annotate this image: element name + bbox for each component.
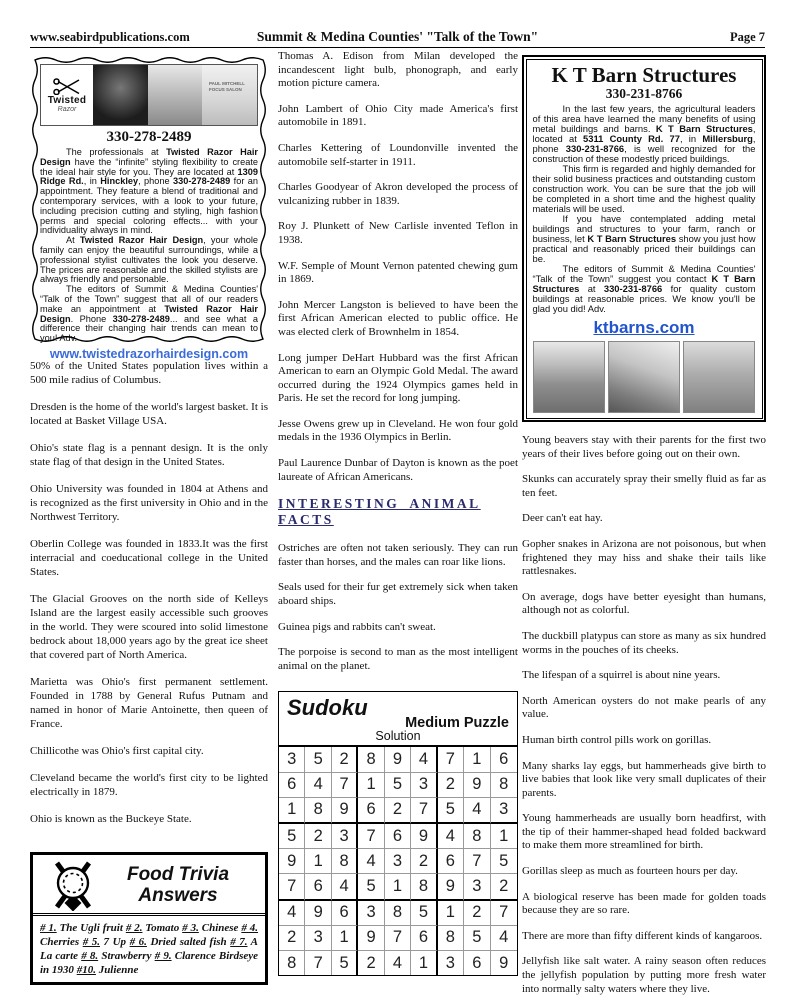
sudoku-solution-label: Solution: [375, 729, 421, 744]
fact-paragraph: The porpoise is second to man as the most intelligent animal on the planet.: [278, 646, 518, 672]
sudoku-cell: 8: [385, 901, 411, 926]
sudoku-cell: 4: [464, 798, 490, 824]
sudoku-cell: 2: [491, 874, 517, 900]
right-facts-list: [522, 434, 766, 996]
sudoku-cell: 5: [491, 849, 517, 874]
food-trivia-title-line: Food Trivia: [126, 864, 230, 885]
text-segment: 1309 Ridge Rd.: [40, 166, 258, 187]
text-segment: The professionals at: [66, 147, 167, 157]
barn-photo: [533, 341, 605, 413]
sudoku-cell: 9: [499, 953, 509, 972]
scissors-icon: [52, 77, 82, 95]
sudoku-cell: 6: [411, 926, 437, 951]
badge-line: FOCUS SALON: [209, 86, 242, 92]
sudoku-cell: 9: [305, 901, 331, 926]
fact-paragraph: Ohio University was founded in 1804 at Athens and is recognized as the first university in Ohio and in the Northwest Territory.: [30, 483, 268, 523]
text-segment: Strawberry: [98, 950, 155, 962]
text-segment: 330-231-8766: [603, 282, 663, 294]
sudoku-cell: 5: [358, 874, 384, 900]
fact-paragraph: 50% of the United States population lives within a 500 mile radius of Columbus.: [30, 360, 268, 386]
fact-paragraph: Cleveland became the world's first city to be lighted electrically in 1879.: [30, 772, 268, 798]
sudoku-cell: 9: [279, 849, 305, 874]
food-trivia-answers: [33, 916, 265, 982]
text-segment: , located at: [532, 122, 756, 144]
text-segment: # 2.: [125, 922, 143, 934]
sudoku-cell: 3: [411, 773, 437, 798]
text-segment: K T Barn Structures: [587, 232, 677, 244]
fact-paragraph: On average, dogs have better eyesight than humans, although not as colorful.: [522, 590, 766, 617]
text-segment: Hinckley: [100, 176, 139, 187]
text-segment: 330-231-8766: [565, 142, 625, 154]
animal-facts-heading: INTERESTING ANIMAL FACTS: [278, 496, 481, 528]
text-segment: show you just how practical and reasonably priced their buildings can be.: [532, 232, 756, 264]
fact-paragraph: John Mercer Langston is believed to have been the first African American elected to public office. He was elected clerk of Brownhelm in 1854.: [278, 298, 518, 338]
text-segment: K T Barn Structures: [655, 122, 753, 134]
sudoku-cell: 1: [385, 874, 411, 900]
sudoku-cell: 4: [305, 773, 331, 798]
fact-paragraph: Guinea pigs and rabbits can't sweat.: [278, 620, 436, 633]
text-segment: Julienne: [95, 964, 139, 976]
salon-brand-name: Twisted: [47, 95, 87, 106]
text-segment: at: [579, 282, 604, 294]
sudoku-grid: [279, 745, 517, 975]
food-trivia-title-line: Answers: [138, 885, 218, 906]
text-segment: 7 Up: [100, 936, 130, 948]
fact-paragraph: Human birth control pills work on gorillas.: [522, 733, 712, 746]
ad-paragraph: [533, 164, 756, 214]
fact-paragraph: Skunks can accurately spray their smelly fluid as far as ten feet.: [522, 473, 766, 499]
sudoku-cell: 4: [279, 901, 305, 926]
barn-ad-website-link[interactable]: ktbarns.com: [593, 317, 695, 337]
sudoku-cell: 1: [411, 951, 437, 975]
text-segment: , in: [83, 176, 101, 187]
sudoku-difficulty: Medium Puzzle: [405, 715, 509, 732]
ad-paragraph: [533, 264, 756, 314]
left-column: [30, 55, 268, 985]
text-segment: Twisted Razor Hair Design: [40, 147, 258, 167]
page-header: [30, 30, 765, 45]
left-facts-list: [30, 359, 268, 826]
sudoku-cell: 9: [464, 773, 490, 798]
sudoku-cell: 2: [385, 798, 411, 824]
text-segment: Cherries: [40, 936, 83, 948]
sudoku-cell: 3: [385, 849, 411, 874]
sudoku-cell: 7: [438, 747, 464, 772]
text-segment: , phone: [138, 176, 174, 187]
sudoku-cell: 7: [385, 926, 411, 951]
text-segment: Chinese: [198, 922, 242, 934]
fact-paragraph: The Glacial Grooves on the north side of Kelleys Island are the largest easily accessible such grooves in the world. They were scoured into solid limestone bedrock about 18,000 years ago by the great ice sheet that covered part of North America.: [30, 593, 268, 661]
text-segment: Tomato: [142, 922, 183, 934]
hair-ad-website-link[interactable]: www.twistedrazorhairdesign.com: [49, 346, 249, 361]
sudoku-cell: 3: [491, 798, 517, 824]
dining-plate-icon: [47, 859, 99, 911]
text-segment: # 6.: [129, 936, 147, 948]
sudoku-cell: 5: [385, 773, 411, 798]
text-segment: In the last few years, the agricultural leaders of this area have learned the many benefits of using metal buildings and barns.: [532, 102, 756, 134]
text-segment: ... and see what a difference their changing hair trends can mean to you! Adv.: [40, 313, 259, 344]
barn-photos: [533, 341, 756, 413]
sudoku-cell: 1: [438, 901, 464, 926]
sudoku-cell: 5: [305, 747, 331, 772]
text-segment: # 4.: [241, 922, 259, 934]
text-segment: The editors of Summit & Medina Counties' “Talk of the Town” suggest you contact: [532, 262, 756, 284]
text-segment: # 9.: [154, 950, 172, 962]
fact-paragraph: Roy J. Plunkett of New Carlisle invented Teflon in 1938.: [278, 220, 518, 246]
fact-paragraph: Thomas A. Edison from Milan developed the incandescent light bulb, phonograph, and early motion picture camera.: [278, 50, 518, 90]
text-segment: . Phone: [70, 313, 113, 324]
text-segment: The Ugli fruit: [56, 922, 126, 934]
fact-paragraph: Charles Goodyear of Akron developed the process of vulcanizing rubber in 1839.: [278, 181, 518, 207]
text-segment: # 7.: [230, 936, 248, 948]
sudoku-cell: 4: [411, 747, 437, 772]
sudoku-cell: 9: [385, 747, 411, 772]
text-segment: , your whole family can enjoy the beautiful surroundings, while a professional stylist cultivates the look you deserve. The prices are reasonable and the skilled stylists are always friendly and personable.: [40, 235, 258, 285]
barn-photo: [608, 341, 680, 413]
sudoku-cell: 1: [332, 926, 358, 951]
text-segment: If you have contemplated adding metal buildings and structures to your farm, ranch or business, let: [532, 212, 756, 244]
fact-paragraph: Dresden is the home of the world's largest basket. It is located at Basket Village USA.: [30, 401, 268, 427]
sudoku-cell: 6: [279, 773, 305, 798]
sudoku-cell: 7: [491, 901, 517, 926]
fact-paragraph: The duckbill platypus can store as many as six hundred worms in the pouches of its cheeks.: [522, 629, 766, 656]
publisher-url: www.seabirdpublications.com: [30, 30, 190, 44]
text-segment: Dried salted fish: [146, 936, 231, 948]
sudoku-cell: 8: [305, 798, 331, 824]
salon-brand-subname: Razor: [57, 106, 77, 113]
fact-paragraph: There are more than fifty different kinds of kangaroos.: [522, 929, 763, 942]
text-segment: # 1.: [40, 922, 57, 934]
text-segment: 5311 County Rd. 77: [583, 132, 680, 144]
fact-paragraph: Chillicothe was Ohio's first capital city.: [30, 745, 204, 757]
fact-paragraph: Many sharks lay eggs, but hammerheads give birth to live babies that look like very small duplicates of their parents.: [522, 759, 766, 799]
header-rule: [30, 47, 765, 48]
text-segment: Clarence Birdseye in 1930: [40, 950, 258, 976]
sudoku-cell: 5: [279, 824, 305, 849]
barn-ad-phone: 330-231-8766: [605, 85, 683, 101]
sudoku-cell: 1: [491, 824, 517, 849]
hair-model-photo: [93, 65, 148, 125]
sudoku-cell: 9: [438, 874, 464, 900]
text-segment: , is well recognized for the construction of these modestly priced buildings.: [532, 142, 756, 164]
barn-ad-title: K T Barn Structures: [551, 62, 737, 87]
text-segment: # 3.: [182, 922, 199, 934]
sudoku-cell: 3: [305, 926, 331, 951]
barn-ad-inner: [526, 59, 763, 419]
text-segment: , phone: [532, 132, 756, 154]
sudoku-cell: 7: [305, 951, 331, 975]
sudoku-cell: 3: [279, 747, 305, 772]
sudoku-cell: 6: [464, 951, 490, 975]
sudoku-cell: 2: [279, 926, 305, 951]
text-segment: 330-278-2489: [112, 313, 170, 324]
sudoku-cell: 6: [491, 747, 517, 772]
sudoku-cell: 6: [438, 849, 464, 874]
middle-column: [278, 50, 518, 976]
hair-model-photo: [148, 65, 203, 125]
sudoku-cell: 8: [279, 951, 305, 975]
sudoku-cell: 3: [332, 824, 358, 849]
text-segment: This firm is regarded and highly demanded for their solid business practices and outstanding custom construction work. You can be sure that the job will be completed in a short time and the highest quality materials will be used.: [532, 162, 756, 214]
text-segment: Millersburg: [702, 132, 753, 144]
text-segment: At: [66, 235, 80, 246]
sudoku-cell: 2: [332, 747, 358, 772]
sudoku-cell: 1: [305, 849, 331, 874]
sudoku-cell: 6: [358, 798, 384, 824]
text-segment: A La carte: [40, 936, 259, 962]
text-segment: #10.: [76, 964, 96, 976]
fact-paragraph: North American oysters do not make pearls of any value.: [522, 694, 766, 721]
sudoku-cell: 5: [464, 926, 490, 951]
animal-facts-list: [278, 542, 518, 673]
sudoku-title: Sudoku: [287, 695, 368, 721]
sudoku-cell: 3: [464, 874, 490, 900]
fact-paragraph: Charles Kettering of Loundonville invented the automobile self-starter in 1911.: [278, 141, 518, 168]
sudoku-cell: 7: [358, 824, 384, 849]
hair-salon-ad: [30, 55, 268, 361]
fact-paragraph: Ohio is known as the Buckeye State.: [30, 813, 192, 825]
sudoku-cell: 2: [411, 849, 437, 874]
sudoku-cell: 6: [305, 874, 331, 900]
sudoku-cell: 8: [438, 926, 464, 951]
fact-paragraph: Jesse Owens grew up in Cleveland. He won four gold medals in the 1936 Olympics in Berlin.: [278, 417, 518, 444]
sudoku-cell: 8: [464, 824, 490, 849]
fact-paragraph: Deer can't eat hay.: [522, 512, 603, 525]
fact-paragraph: Seals used for their fur get extremely sick when taken aboard ships.: [278, 581, 518, 608]
fact-paragraph: Young hammerheads are usually born headfirst, with the tip of their hammer-shaped head folded backward to make them more streamlined for birth.: [522, 812, 766, 852]
fact-paragraph: W.F. Semple of Mount Vernon patented chewing gum in 1869.: [278, 259, 518, 286]
text-segment: for quality custom buildings at reasonable prices. We know you'll be glad you did! Adv.: [532, 282, 756, 314]
sudoku-cell: 2: [438, 773, 464, 798]
sudoku-cell: 2: [464, 901, 490, 926]
sudoku-cell: 7: [464, 849, 490, 874]
badge-line: PAUL MITCHELL: [209, 81, 245, 86]
sudoku-cell: 4: [491, 926, 517, 951]
sudoku-cell: 7: [411, 798, 437, 824]
text-segment: # 8.: [81, 950, 99, 962]
sudoku-cell: 8: [411, 874, 437, 900]
sudoku-cell: 4: [438, 824, 464, 849]
sudoku-cell: 3: [438, 951, 464, 975]
sudoku-cell: 9: [358, 926, 384, 951]
sudoku-cell: 6: [385, 824, 411, 849]
fact-paragraph: Paul Laurence Dunbar of Dayton is known as the poet laureate of African Americans.: [278, 457, 518, 483]
fact-paragraph: Long jumper DeHart Hubbard was the first African American to earn an Olympic Gold Medal. The award occurred during the 1924 Olympics games held in Paris. He set the record for long jumping.: [278, 351, 518, 405]
fact-paragraph: Ohio's state flag is a pennant design. It is the only state flag of that design in the United States.: [30, 442, 268, 468]
paul-mitchell-badge: [209, 81, 255, 92]
sudoku-cell: 7: [279, 874, 305, 900]
sudoku-cell: 8: [491, 773, 517, 798]
salon-logo: [41, 65, 93, 125]
barn-ad: [522, 55, 766, 422]
sudoku-cell: 2: [358, 951, 384, 975]
text-segment: The editors of Summit & Medina Counties' “Talk of the Town” suggest that all of our readers make an appointment at: [40, 284, 258, 314]
sudoku-cell: 4: [358, 849, 384, 874]
fact-paragraph: Oberlin College was founded in 1833.It was the first interracial and coeducational college in the United States.: [30, 538, 268, 578]
middle-facts-list: [278, 50, 518, 484]
text-segment: , in: [679, 132, 703, 144]
fact-paragraph: Young beavers stay with their parents for the first two years of their lives before going out on their own.: [522, 434, 766, 460]
text-segment: K T Barn Structures: [532, 272, 756, 294]
sudoku-header: [279, 692, 517, 745]
hair-ad-banner: [40, 64, 258, 126]
fact-paragraph: A biological reserve has been made for golden toads because they are so rare.: [522, 890, 766, 917]
text-segment: Twisted Razor Hair Design: [79, 235, 204, 246]
sudoku-cell: 5: [438, 798, 464, 824]
fact-paragraph: Jellyfish like salt water. A rainy season often reduces the jellyfish population by putting more fresh water into normally salty waters where they live.: [522, 955, 766, 995]
barn-ad-body: [533, 104, 756, 314]
food-trivia-header: [33, 855, 265, 916]
sudoku-cell: 4: [332, 874, 358, 900]
fact-paragraph: The lifespan of a squirrel is about nine years.: [522, 669, 721, 682]
barn-photo: [683, 341, 755, 413]
sudoku-cell: 1: [464, 747, 490, 772]
sudoku-cell: 4: [385, 951, 411, 975]
page-title: Summit & Medina Counties' "Talk of the Town": [256, 29, 539, 44]
text-segment: for an appointment. They feature a blend of traditional and contemporary services, with a look to your future, including precision cutting and styling, high fashion perms and special coloring effects... with your individuality always in mind.: [40, 176, 259, 236]
hair-model-photo: [202, 65, 257, 125]
sudoku-cell: 5: [332, 951, 358, 975]
sudoku-cell: 7: [332, 773, 358, 798]
sudoku-cell: 9: [332, 798, 358, 824]
ad-paragraph: [533, 214, 756, 264]
fact-paragraph: Gorillas sleep as much as fourteen hours per day.: [522, 865, 738, 878]
hair-ad-phone: 330-278-2489: [106, 129, 192, 145]
fact-paragraph: John Lambert of Ohio City made America's first automobile in 1891.: [278, 102, 518, 129]
sudoku-cell: 8: [332, 849, 358, 874]
text-segment: have the “infinite” styling flexibility to create the ideal hair style for you. They are located at: [40, 156, 258, 177]
text-segment: # 5.: [82, 936, 100, 948]
text-segment: 330-278-2489: [173, 176, 231, 187]
food-trivia-answers-box: [30, 852, 268, 985]
page-number: Page 7: [729, 30, 765, 44]
sudoku-cell: 6: [332, 901, 358, 926]
sudoku-cell: 3: [358, 901, 384, 926]
food-trivia-title: [99, 864, 257, 906]
sudoku-cell: 2: [305, 824, 331, 849]
sudoku-cell: 1: [279, 798, 305, 824]
sudoku-cell: 5: [411, 901, 437, 926]
sudoku-cell: 1: [358, 773, 384, 798]
right-column: [522, 55, 766, 1008]
sudoku-cell: 9: [411, 824, 437, 849]
sudoku-box: [278, 691, 518, 976]
sudoku-cell: 8: [358, 747, 384, 772]
fact-paragraph: Ostriches are often not taken seriously. They can run faster than horses, and the males can roar like lions.: [278, 542, 518, 568]
fact-paragraph: Gopher snakes in Arizona are not poisonous, but when frightened they may hiss and shake their tails like rattlesnakes.: [522, 537, 766, 578]
text-segment: Twisted Razor Hair Design: [40, 303, 258, 324]
fact-paragraph: Marietta was Ohio's first permanent settlement. Founded in 1788 by General Rufus Putnam and named in honor of Marie Antoinette, then queen of France.: [30, 676, 268, 730]
ad-paragraph: [533, 104, 756, 164]
